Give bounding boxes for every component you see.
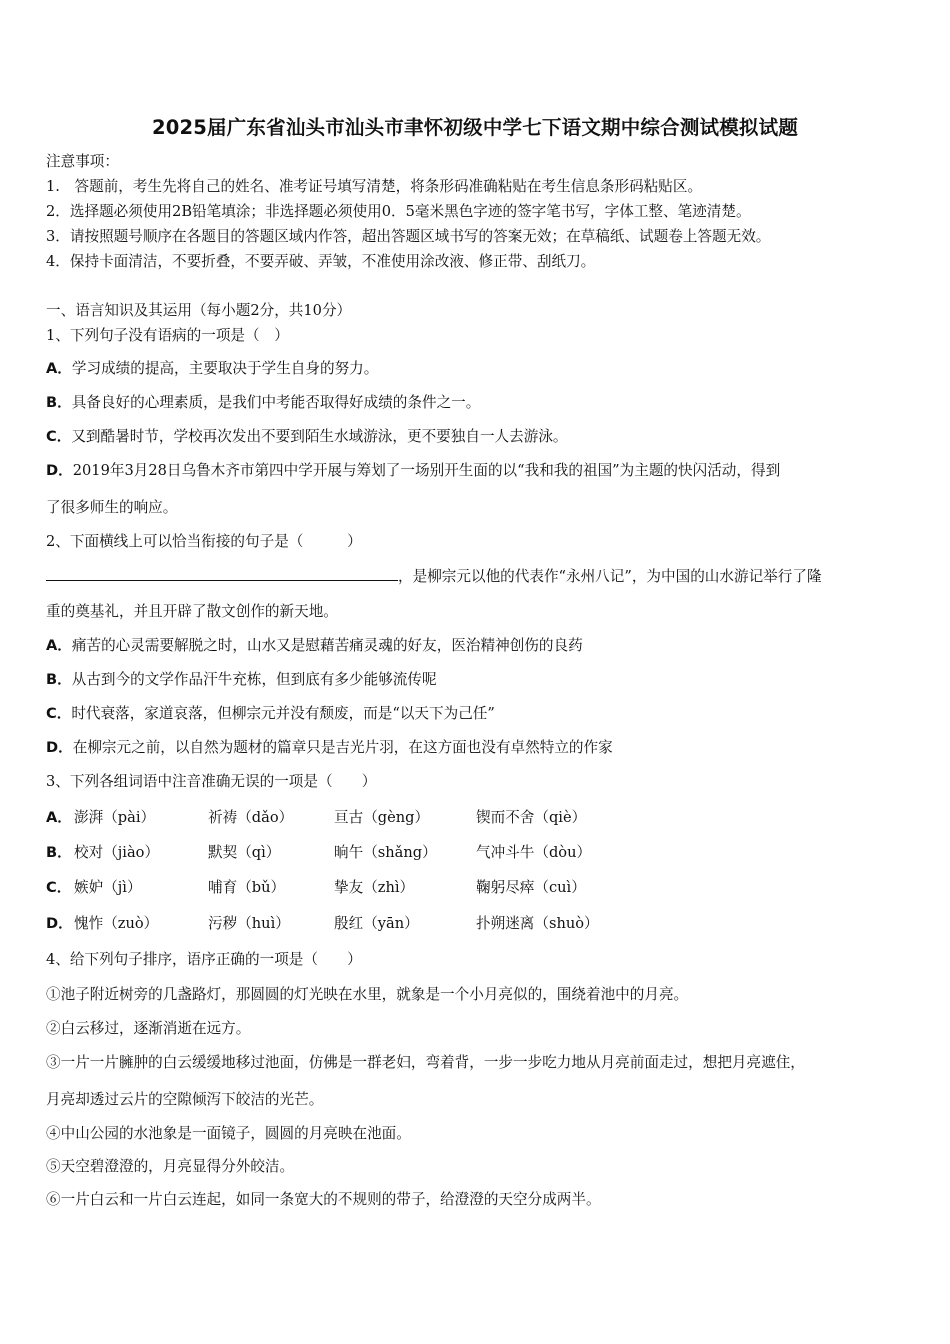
word-pinyin: 祈祷（dǎo） [208, 809, 294, 826]
q4-sentence-5: ⑤天空碧澄澄的，月亮显得分外皎洁。 [46, 1158, 295, 1175]
option-letter: C． [46, 428, 72, 445]
word-pinyin: 鞠躬尽瘁（cuì） [476, 879, 586, 896]
notice-heading: 注意事项： [46, 153, 119, 170]
q2-option-a [46, 636, 583, 656]
question-2-stem: 2、下面横线上可以恰当衔接的句子是（ ） [46, 533, 362, 550]
q1-option-d [46, 461, 780, 481]
option-letter: A． [46, 809, 72, 826]
q4-sentence-1: ①池子附近树旁的几盏路灯，那圆圆的灯光映在水里，就象是一个小月亮似的，围绕着池中的月亮。 [46, 986, 689, 1003]
notice-item: 1. 答题前，考生先将自己的姓名、准考证号填写清楚，将条形码准确粘贴在考生信息条形码粘贴区。 [46, 178, 703, 195]
q2-sentence: ，是柳宗元以他的代表作“永州八记”，为中国的山水游记举行了隆 [398, 568, 822, 585]
word-pinyin: 气冲斗牛（dòu） [476, 844, 592, 861]
option-letter: A． [46, 637, 72, 654]
word-pinyin: 校对（jiào） [74, 844, 160, 861]
question-3-stem: 3、下列各组词语中注音准确无误的一项是（ ） [46, 773, 377, 790]
option-letter: D． [46, 915, 73, 932]
word-pinyin: 扑朔迷离（shuò） [476, 915, 599, 932]
q1-option-c [46, 427, 568, 447]
q4-sentence-6: ⑥一片白云和一片白云连起，如同一条宽大的不规则的带子，给澄澄的天空分成两半。 [46, 1191, 601, 1208]
notice-item: 3．请按照题号顺序在各题目的答题区域内作答，超出答题区域书写的答案无效；在草稿纸、试题卷上答题无效。 [46, 228, 771, 245]
option-letter: B． [46, 394, 72, 411]
q1-option-d-continued: 了很多师生的响应。 [46, 499, 178, 516]
word-pinyin: 默契（qì） [208, 844, 281, 861]
option-text: 又到酷暑时节，学校再次发出不要到陌生水域游泳，更不要独自一人去游泳。 [71, 428, 568, 445]
option-text: 痛苦的心灵需要解脱之时，山水又是慰藉苦痛灵魂的好友，医治精神创伤的良药 [71, 637, 583, 654]
word-pinyin: 愧怍（zuò） [74, 915, 159, 932]
option-letter: B． [46, 844, 72, 861]
word-pinyin: 晌午（shǎng） [334, 844, 437, 861]
option-text: 时代衰落，家道哀落，但柳宗元并没有颓废，而是“以天下为己任” [71, 705, 495, 722]
option-letter: A． [46, 360, 72, 377]
option-letter: C． [46, 879, 72, 896]
option-text: 2019年3月28日乌鲁木齐市第四中学开展与筹划了一场别开生面的以“我和我的祖国”为主题的快闪活动，得到 [72, 462, 781, 479]
option-text: 具备良好的心理素质，是我们中考能否取得好成绩的条件之一。 [71, 394, 481, 411]
option-text: 从古到今的文学作品汗牛充栋，但到底有多少能够流传呢 [71, 671, 437, 688]
option-text: 学习成绩的提高，主要取决于学生自身的努力。 [71, 360, 379, 377]
q1-option-a [46, 359, 378, 379]
q4-sentence-4: ④中山公园的水池象是一面镜子，圆圆的月亮映在池面。 [46, 1125, 411, 1142]
option-letter: D． [46, 462, 73, 479]
word-pinyin: 锲而不舍（qiè） [476, 809, 587, 826]
option-letter: B． [46, 671, 72, 688]
q2-option-d [46, 738, 613, 758]
page-title: 2025届广东省汕头市汕头市聿怀初级中学七下语文期中综合测试模拟试题 [151, 116, 799, 139]
option-letter: D． [46, 739, 73, 756]
word-pinyin: 殷红（yān） [334, 915, 419, 932]
q2-blank-line [46, 565, 822, 587]
q2-sentence-continued: 重的奠基礼，并且开辟了散文创作的新天地。 [46, 603, 338, 620]
answer-blank [46, 565, 398, 581]
word-pinyin: 亘古（gèng） [334, 809, 430, 826]
question-1-stem: 1、下列句子没有语病的一项是（ ） [46, 327, 289, 344]
q2-option-b [46, 670, 437, 690]
option-text: 在柳宗元之前，以自然为题材的篇章只是吉光片羽，在这方面也没有卓然特立的作家 [72, 739, 613, 756]
notice-item: 2．选择题必须使用2B铅笔填涂；非选择题必须使用0．5毫米黑色字迹的签字笔书写，字体工整、笔迹清楚。 [46, 203, 751, 220]
q1-option-b [46, 393, 480, 413]
q4-sentence-3-continued: 月亮却透过云片的空隙倾泻下皎洁的光芒。 [46, 1091, 324, 1108]
option-letter: C． [46, 705, 72, 722]
q2-option-c [46, 704, 495, 724]
word-pinyin: 污秽（huì） [208, 915, 290, 932]
word-pinyin: 澎湃（pài） [74, 809, 156, 826]
section-heading: 一、语言知识及其运用（每小题2分，共10分） [46, 302, 352, 319]
q4-sentence-2: ②白云移过，逐渐消逝在远方。 [46, 1020, 251, 1037]
word-pinyin: 嫉妒（jì） [74, 879, 142, 896]
question-4-stem: 4、给下列句子排序，语序正确的一项是（ ） [46, 951, 362, 968]
word-pinyin: 挚友（zhì） [334, 879, 415, 896]
word-pinyin: 哺育（bǔ） [208, 879, 286, 896]
notice-item: 4．保持卡面清洁，不要折叠，不要弄破、弄皱，不准使用涂改液、修正带、刮纸刀。 [46, 253, 596, 270]
q4-sentence-3: ③一片一片臃肿的白云缓缓地移过池面，仿佛是一群老妇，弯着背，一步一步吃力地从月亮前面走过，想把月亮遮住， [46, 1054, 805, 1071]
